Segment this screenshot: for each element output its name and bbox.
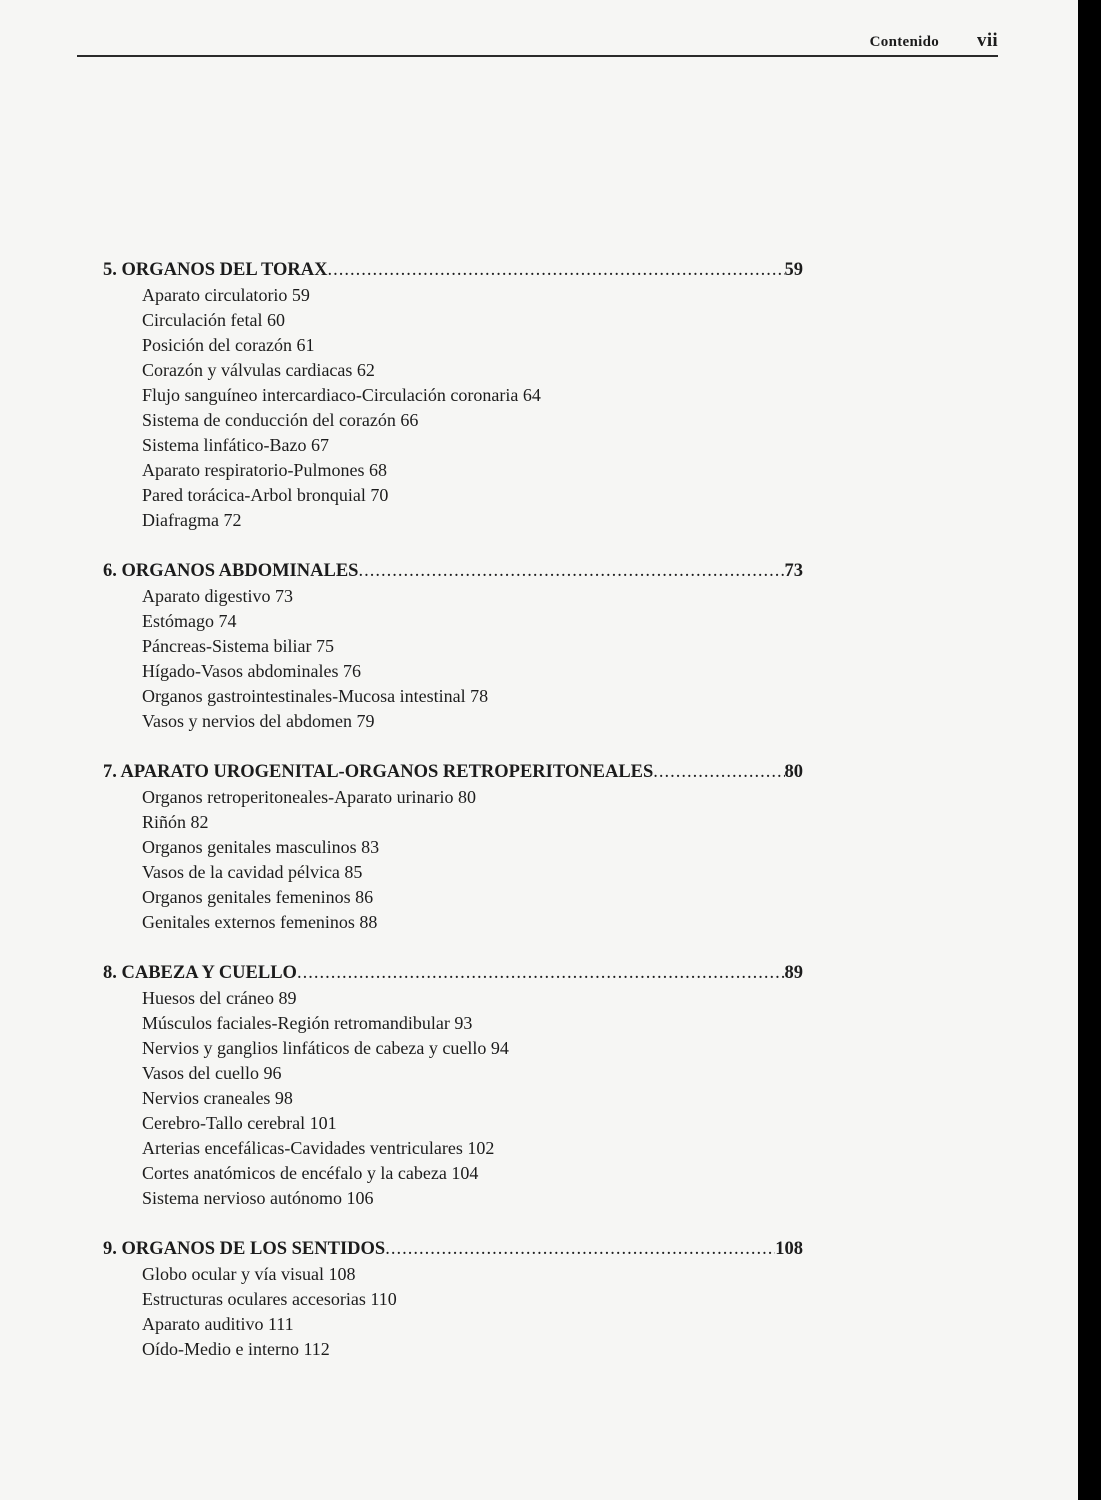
toc-entry: Estómago 74 bbox=[142, 611, 237, 631]
toc-chapter bbox=[103, 1237, 803, 1362]
toc-entry: Nervios y ganglios linfáticos de cabeza y cuello 94 bbox=[142, 1038, 509, 1058]
toc-entry: Sistema de conducción del corazón 66 bbox=[142, 410, 419, 430]
toc-chapter bbox=[103, 760, 803, 935]
toc-entry: Vasos de la cavidad pélvica 85 bbox=[142, 862, 363, 882]
chapter-title: 6. ORGANOS ABDOMINALES bbox=[103, 561, 359, 581]
dot-leader bbox=[653, 760, 784, 785]
toc-entry: Cortes anatómicos de encéfalo y la cabeza 104 bbox=[142, 1163, 479, 1183]
toc-entry: Páncreas-Sistema biliar 75 bbox=[142, 636, 334, 656]
toc-entry: Vasos y nervios del abdomen 79 bbox=[142, 711, 375, 731]
toc-entry: Flujo sanguíneo intercardiaco-Circulación coronaria 64 bbox=[142, 385, 541, 405]
running-title: Contenido bbox=[869, 34, 940, 50]
toc-entry: Aparato auditivo 111 bbox=[142, 1314, 294, 1334]
toc-entry: Riñón 82 bbox=[142, 812, 209, 832]
toc-entry: Aparato digestivo 73 bbox=[142, 586, 293, 606]
toc-entry: Oído-Medio e interno 112 bbox=[142, 1339, 330, 1359]
chapter-heading bbox=[103, 760, 803, 785]
toc-entry: Huesos del cráneo 89 bbox=[142, 988, 297, 1008]
toc-entry: Diafragma 72 bbox=[142, 510, 242, 530]
toc-entry: Nervios craneales 98 bbox=[142, 1088, 293, 1108]
toc-entry: Posición del corazón 61 bbox=[142, 335, 315, 355]
chapter-heading bbox=[103, 961, 803, 986]
toc-entry: Organos genitales masculinos 83 bbox=[142, 837, 380, 857]
toc-entry: Organos genitales femeninos 86 bbox=[142, 887, 374, 907]
chapter-title: 7. APARATO UROGENITAL-ORGANOS RETROPERITONEALES bbox=[103, 762, 654, 782]
toc-chapter bbox=[103, 258, 803, 533]
table-of-contents bbox=[103, 258, 803, 1388]
toc-entry: Estructuras oculares accesorias 110 bbox=[142, 1289, 397, 1309]
chapter-page-number: 80 bbox=[784, 762, 803, 782]
chapter-title: 9. ORGANOS DE LOS SENTIDOS bbox=[103, 1239, 386, 1259]
toc-entry: Genitales externos femeninos 88 bbox=[142, 912, 378, 932]
toc-entry: Circulación fetal 60 bbox=[142, 310, 285, 330]
toc-chapter bbox=[103, 961, 803, 1211]
toc-entry: Sistema linfático-Bazo 67 bbox=[142, 435, 329, 455]
toc-entry: Sistema nervioso autónomo 106 bbox=[142, 1188, 374, 1208]
dot-leader bbox=[358, 559, 784, 584]
toc-entry: Vasos del cuello 96 bbox=[142, 1063, 282, 1083]
toc-entry: Músculos faciales-Región retromandibular 93 bbox=[142, 1013, 473, 1033]
dot-leader bbox=[297, 961, 785, 986]
chapter-heading bbox=[103, 559, 803, 584]
toc-entry: Pared torácica-Arbol bronquial 70 bbox=[142, 485, 389, 505]
header-rule bbox=[77, 55, 998, 57]
chapter-page-number: 59 bbox=[784, 260, 803, 280]
chapter-page-number: 108 bbox=[775, 1239, 803, 1259]
toc-chapter bbox=[103, 559, 803, 734]
chapter-page-number: 73 bbox=[784, 561, 803, 581]
toc-entry: Organos gastrointestinales-Mucosa intestinal 78 bbox=[142, 686, 489, 706]
chapter-title: 8. CABEZA Y CUELLO bbox=[103, 963, 297, 983]
chapter-page-number: 89 bbox=[784, 963, 803, 983]
toc-entry: Corazón y válvulas cardiacas 62 bbox=[142, 360, 375, 380]
toc-entry: Aparato respiratorio-Pulmones 68 bbox=[142, 460, 387, 480]
toc-entry: Aparato circulatorio 59 bbox=[142, 285, 310, 305]
toc-entry: Cerebro-Tallo cerebral 101 bbox=[142, 1113, 337, 1133]
toc-entry: Globo ocular y vía visual 108 bbox=[142, 1264, 356, 1284]
toc-entry: Organos retroperitoneales-Aparato urinario 80 bbox=[142, 787, 477, 807]
dot-leader bbox=[385, 1237, 775, 1262]
chapter-heading bbox=[103, 258, 803, 283]
running-header bbox=[0, 30, 998, 52]
chapter-heading bbox=[103, 1237, 803, 1262]
toc-entry: Hígado-Vasos abdominales 76 bbox=[142, 661, 361, 681]
toc-entry: Arterias encefálicas-Cavidades ventriculares 102 bbox=[142, 1138, 495, 1158]
chapter-title: 5. ORGANOS DEL TORAX bbox=[103, 260, 328, 280]
page-number: vii bbox=[977, 30, 998, 51]
dot-leader bbox=[327, 258, 784, 283]
